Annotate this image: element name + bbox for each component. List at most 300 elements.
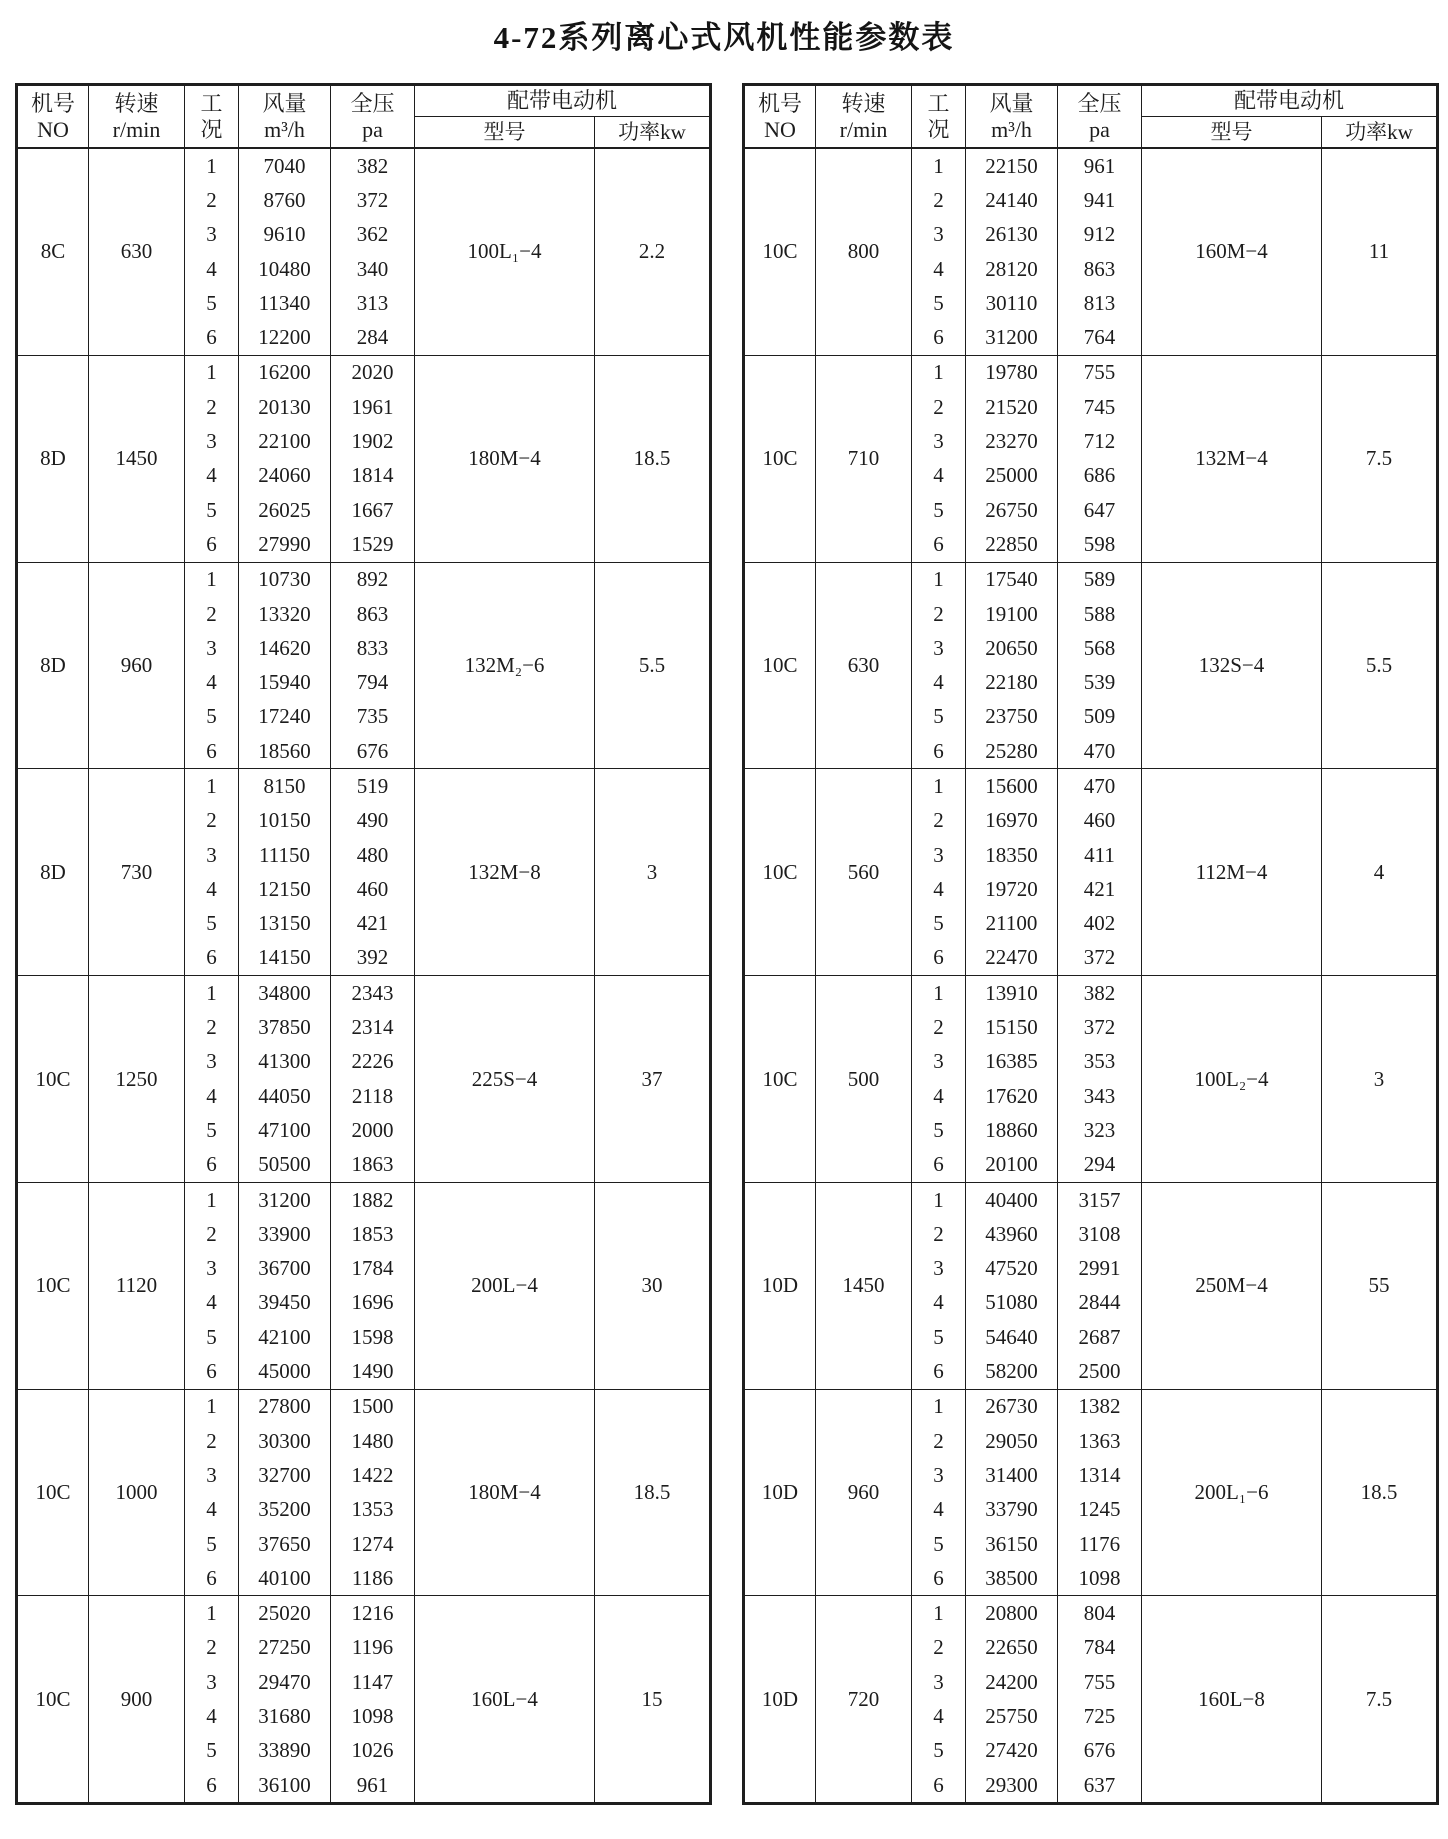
motor-model-cell: 160M−4 (1142, 148, 1322, 355)
pressure-value: 598 (1083, 531, 1116, 556)
col-header-line: m³/h (264, 116, 305, 142)
flow-value: 9610 (263, 222, 306, 247)
pressure-value: 1147 (351, 1669, 394, 1694)
pressure-value: 343 (1083, 1083, 1116, 1108)
fan-speed-cell: 1000 (89, 1389, 185, 1596)
condition-value: 4 (206, 256, 217, 281)
condition-value: 6 (933, 1565, 944, 1590)
flow-column-cell (239, 355, 331, 562)
condition-value: 6 (933, 1772, 944, 1797)
flow-column-cell (239, 148, 331, 355)
condition-value: 5 (933, 1324, 944, 1349)
flow-value: 27990 (258, 531, 311, 556)
condition-value: 1 (933, 360, 944, 385)
flow-value: 17620 (985, 1083, 1038, 1108)
condition-value: 3 (206, 635, 217, 660)
condition-value: 2 (206, 1428, 217, 1453)
condition-column-cell (912, 148, 966, 355)
flow-value: 13150 (258, 911, 311, 936)
condition-value: 3 (933, 1462, 944, 1487)
condition-column-cell (912, 1596, 966, 1804)
pressure-column-cell (331, 769, 415, 976)
fan-no-cell: 8D (17, 562, 89, 769)
pressure-value: 1216 (351, 1601, 394, 1626)
flow-value: 18860 (985, 1117, 1038, 1142)
fan-speed-cell: 960 (89, 562, 185, 769)
flow-value: 18350 (985, 842, 1038, 867)
condition-value: 1 (206, 773, 217, 798)
flow-value: 31200 (985, 325, 1038, 350)
flow-value: 31400 (985, 1462, 1038, 1487)
pressure-value: 745 (1083, 394, 1116, 419)
condition-value: 2 (933, 394, 944, 419)
pressure-value: 1314 (1078, 1462, 1121, 1487)
fan-no-cell: 10C (17, 976, 89, 1183)
motor-power-cell: 5.5 (1322, 562, 1438, 769)
pressure-value: 863 (356, 601, 389, 626)
col-header-motor-group: 配带电动机 (415, 85, 711, 117)
motor-power-cell: 18.5 (595, 355, 711, 562)
condition-value: 4 (206, 1497, 217, 1522)
motor-power-cell: 30 (595, 1182, 711, 1389)
flow-value: 27800 (258, 1394, 311, 1419)
fan-speed-cell: 710 (816, 355, 912, 562)
pressure-column-cell (331, 562, 415, 769)
col-header-line: 工 (200, 90, 223, 116)
col-header-line: pa (362, 116, 383, 142)
flow-value: 20100 (985, 1152, 1038, 1177)
flow-value: 7040 (263, 153, 306, 178)
flow-value: 26730 (985, 1394, 1038, 1419)
condition-value: 5 (206, 497, 217, 522)
condition-column-cell (185, 976, 239, 1183)
motor-power-cell: 55 (1322, 1182, 1438, 1389)
flow-value: 54640 (985, 1324, 1038, 1349)
motor-power-cell: 3 (595, 769, 711, 976)
pressure-value: 725 (1083, 1704, 1116, 1728)
fan-speed-cell: 630 (89, 148, 185, 355)
fan-speed-cell: 560 (816, 769, 912, 976)
condition-value: 2 (933, 808, 944, 833)
motor-model-cell: 180M−4 (415, 1389, 595, 1596)
pressure-value: 755 (1083, 360, 1116, 385)
condition-value: 6 (206, 1565, 217, 1590)
flow-value: 40100 (258, 1565, 311, 1590)
condition-value: 3 (206, 222, 217, 247)
condition-value: 3 (206, 1256, 217, 1281)
condition-value: 2 (933, 1428, 944, 1453)
pressure-value: 1196 (351, 1635, 394, 1660)
pressure-value: 863 (1083, 256, 1116, 281)
fan-table-left (15, 83, 712, 1805)
condition-value: 3 (933, 842, 944, 867)
pressure-column-cell (331, 1182, 415, 1389)
pressure-value: 1814 (351, 463, 394, 488)
pressure-value: 313 (356, 290, 389, 315)
flow-value: 14620 (258, 635, 311, 660)
condition-value: 6 (933, 1152, 944, 1177)
pressure-value: 637 (1083, 1772, 1116, 1797)
condition-value: 1 (933, 1187, 944, 1212)
fan-no-cell: 8C (17, 148, 89, 355)
table-header (744, 85, 1438, 149)
fan-group-row (744, 355, 1438, 562)
flow-value: 39450 (258, 1290, 311, 1315)
pressure-column-cell (331, 148, 415, 355)
pressure-column-cell (1058, 1389, 1142, 1596)
pressure-value: 2500 (1078, 1359, 1121, 1384)
flow-column-cell (239, 1182, 331, 1389)
fan-no-cell: 10D (744, 1182, 816, 1389)
condition-value: 5 (206, 1738, 217, 1763)
pressure-value: 382 (356, 153, 389, 178)
condition-value: 6 (206, 1152, 217, 1177)
pressure-column-cell (1058, 769, 1142, 976)
col-header-line: NO (764, 116, 796, 142)
flow-value: 33790 (985, 1497, 1038, 1522)
flow-value: 36150 (985, 1531, 1038, 1556)
condition-column-cell (185, 148, 239, 355)
condition-value: 1 (206, 153, 217, 178)
condition-value: 3 (933, 429, 944, 454)
motor-model-cell: 200L₁−6 (1142, 1389, 1322, 1596)
flow-value: 34800 (258, 980, 311, 1005)
flow-value: 58200 (985, 1359, 1038, 1384)
pressure-value: 372 (1083, 1015, 1116, 1040)
pressure-value: 1529 (351, 531, 394, 556)
col-header-condition (185, 85, 239, 149)
flow-value: 22100 (258, 429, 311, 454)
flow-value: 27250 (258, 1635, 311, 1660)
condition-value: 2 (933, 1635, 944, 1660)
flow-value: 31200 (258, 1187, 311, 1212)
fan-group-row (744, 1596, 1438, 1804)
table-header (17, 85, 711, 149)
fan-speed-cell: 800 (816, 148, 912, 355)
condition-column-cell (912, 1389, 966, 1596)
condition-value: 1 (933, 1601, 944, 1626)
condition-column-cell (912, 562, 966, 769)
col-header-model: 型号 (1142, 117, 1322, 149)
condition-value: 4 (206, 463, 217, 488)
motor-model-cell: 160L−4 (415, 1596, 595, 1804)
pressure-value: 676 (1083, 1738, 1116, 1763)
pressure-value: 2687 (1078, 1324, 1121, 1349)
condition-value: 1 (933, 980, 944, 1005)
pressure-value: 589 (1083, 567, 1116, 592)
condition-value: 3 (206, 1669, 217, 1694)
pressure-value: 712 (1083, 429, 1116, 454)
flow-value: 25020 (258, 1601, 311, 1626)
pressure-value: 647 (1083, 497, 1116, 522)
motor-power-cell: 7.5 (1322, 355, 1438, 562)
motor-power-cell: 3 (1322, 976, 1438, 1183)
flow-value: 44050 (258, 1083, 311, 1108)
fan-speed-cell: 960 (816, 1389, 912, 1596)
condition-value: 6 (933, 531, 944, 556)
pressure-value: 353 (1083, 1049, 1116, 1074)
pressure-value: 1784 (351, 1256, 394, 1281)
col-header-line: 工 (927, 90, 950, 116)
pressure-value: 2314 (351, 1015, 394, 1040)
flow-value: 50500 (258, 1152, 311, 1177)
col-header-line: 况 (927, 116, 950, 142)
fan-speed-cell: 720 (816, 1596, 912, 1804)
condition-value: 1 (933, 567, 944, 592)
condition-value: 5 (933, 290, 944, 315)
flow-column-cell (966, 1182, 1058, 1389)
flow-value: 16970 (985, 808, 1038, 833)
flow-value: 13910 (985, 980, 1038, 1005)
pressure-value: 1882 (351, 1187, 394, 1212)
condition-value: 1 (206, 1601, 217, 1626)
flow-value: 10480 (258, 256, 311, 281)
condition-column-cell (912, 769, 966, 976)
col-header-motor-group: 配带电动机 (1142, 85, 1438, 117)
motor-model-cell: 250M−4 (1142, 1182, 1322, 1389)
fan-no-cell: 10C (744, 769, 816, 976)
motor-model-cell: 100L₂−4 (1142, 976, 1322, 1183)
condition-value: 2 (206, 187, 217, 212)
condition-column-cell (912, 976, 966, 1183)
condition-value: 5 (206, 290, 217, 315)
flow-column-cell (239, 976, 331, 1183)
pressure-value: 323 (1083, 1117, 1116, 1142)
flow-column-cell (966, 148, 1058, 355)
condition-value: 6 (933, 1359, 944, 1384)
flow-value: 36700 (258, 1256, 311, 1281)
condition-value: 6 (206, 325, 217, 350)
pressure-value: 372 (1083, 945, 1116, 970)
pressure-value: 340 (356, 256, 389, 281)
pressure-value: 1598 (351, 1324, 394, 1349)
condition-value: 6 (206, 1772, 217, 1797)
condition-value: 5 (933, 1117, 944, 1142)
fan-speed-cell: 1450 (89, 355, 185, 562)
pressure-value: 460 (356, 876, 389, 901)
condition-value: 6 (206, 1359, 217, 1384)
pressure-value: 2991 (1078, 1256, 1121, 1281)
condition-value: 5 (206, 1324, 217, 1349)
pressure-value: 284 (356, 325, 389, 350)
condition-column-cell (185, 1389, 239, 1596)
motor-model-cell: 132M−4 (1142, 355, 1322, 562)
pressure-value: 686 (1083, 463, 1116, 488)
fan-speed-cell: 630 (816, 562, 912, 769)
flow-value: 37650 (258, 1531, 311, 1556)
pressure-value: 3157 (1078, 1187, 1121, 1212)
pressure-value: 588 (1083, 601, 1116, 626)
fan-group-row (17, 562, 711, 769)
condition-value: 6 (933, 738, 944, 763)
flow-value: 40400 (985, 1187, 1038, 1212)
condition-value: 4 (933, 256, 944, 281)
pressure-value: 568 (1083, 635, 1116, 660)
pressure-value: 1667 (351, 497, 394, 522)
pressure-value: 941 (1083, 187, 1116, 212)
col-header-model: 型号 (415, 117, 595, 149)
condition-value: 2 (206, 601, 217, 626)
condition-value: 1 (206, 360, 217, 385)
motor-model-cell: 100L₁−4 (415, 148, 595, 355)
pressure-value: 1245 (1078, 1497, 1121, 1522)
pressure-column-cell (1058, 562, 1142, 769)
flow-value: 26750 (985, 497, 1038, 522)
fan-group-row (744, 148, 1438, 355)
pressure-value: 1696 (351, 1290, 394, 1315)
fan-group-row (744, 976, 1438, 1183)
motor-power-cell: 15 (595, 1596, 711, 1804)
pressure-value: 1490 (351, 1359, 394, 1384)
flow-value: 27420 (985, 1738, 1038, 1763)
flow-value: 36100 (258, 1772, 311, 1797)
pressure-column-cell (1058, 976, 1142, 1183)
flow-value: 22850 (985, 531, 1038, 556)
col-header-power: 功率kw (1322, 117, 1438, 149)
motor-power-cell: 11 (1322, 148, 1438, 355)
flow-value: 24200 (985, 1669, 1038, 1694)
condition-column-cell (185, 1182, 239, 1389)
flow-value: 29050 (985, 1428, 1038, 1453)
flow-value: 30110 (985, 290, 1038, 315)
condition-value: 1 (206, 980, 217, 1005)
flow-value: 15150 (985, 1015, 1038, 1040)
pressure-value: 961 (356, 1772, 389, 1797)
condition-value: 2 (206, 394, 217, 419)
condition-column-cell (185, 562, 239, 769)
col-header-line: pa (1089, 116, 1110, 142)
flow-column-cell (239, 769, 331, 976)
flow-value: 22180 (985, 670, 1038, 695)
pressure-value: 2844 (1078, 1290, 1121, 1315)
condition-value: 3 (933, 1669, 944, 1694)
motor-power-cell: 4 (1322, 769, 1438, 976)
condition-value: 5 (933, 1531, 944, 1556)
flow-value: 8760 (263, 187, 306, 212)
flow-column-cell (239, 562, 331, 769)
col-header-line: NO (37, 116, 69, 142)
condition-value: 1 (206, 1187, 217, 1212)
flow-value: 33890 (258, 1738, 311, 1763)
condition-value: 2 (206, 1015, 217, 1040)
motor-power-cell: 2.2 (595, 148, 711, 355)
flow-value: 20130 (258, 394, 311, 419)
condition-value: 4 (933, 876, 944, 901)
motor-power-cell: 18.5 (1322, 1389, 1438, 1596)
flow-value: 8150 (263, 773, 306, 798)
motor-model-cell: 180M−4 (415, 355, 595, 562)
pressure-value: 2343 (351, 980, 394, 1005)
flow-value: 16385 (985, 1049, 1038, 1074)
flow-column-cell (966, 976, 1058, 1183)
col-header-power: 功率kw (595, 117, 711, 149)
pressure-column-cell (331, 1389, 415, 1596)
motor-power-cell: 18.5 (595, 1389, 711, 1596)
condition-column-cell (185, 769, 239, 976)
pressure-value: 480 (356, 842, 389, 867)
flow-value: 13320 (258, 601, 311, 626)
pressure-value: 362 (356, 222, 389, 247)
col-header-line: 全压 (350, 90, 395, 116)
fan-no-cell: 10C (744, 148, 816, 355)
table-body (744, 148, 1438, 1804)
pressure-value: 676 (356, 738, 389, 763)
condition-value: 2 (206, 808, 217, 833)
pressure-value: 470 (1083, 773, 1116, 798)
flow-value: 22470 (985, 945, 1038, 970)
fan-group-row (17, 355, 711, 562)
condition-value: 4 (933, 463, 944, 488)
pressure-column-cell (1058, 355, 1142, 562)
pressure-value: 490 (356, 808, 389, 833)
condition-column-cell (912, 1182, 966, 1389)
flow-column-cell (966, 355, 1058, 562)
pressure-value: 804 (1083, 1601, 1116, 1626)
flow-column-cell (966, 1389, 1058, 1596)
flow-value: 16200 (258, 360, 311, 385)
fan-group-row (17, 1182, 711, 1389)
flow-value: 18560 (258, 738, 311, 763)
condition-value: 4 (206, 1290, 217, 1315)
pressure-value: 1274 (351, 1531, 394, 1556)
condition-value: 5 (206, 1117, 217, 1142)
pressure-value: 1176 (1078, 1531, 1121, 1556)
fan-no-cell: 8D (17, 355, 89, 562)
flow-value: 23270 (985, 429, 1038, 454)
flow-value: 10730 (258, 567, 311, 592)
pressure-value: 294 (1083, 1152, 1116, 1177)
condition-value: 4 (206, 1704, 217, 1728)
condition-value: 6 (206, 945, 217, 970)
fan-no-cell: 10C (744, 976, 816, 1183)
flow-value: 11340 (258, 290, 311, 315)
fan-speed-cell: 500 (816, 976, 912, 1183)
condition-value: 5 (933, 1738, 944, 1763)
pressure-value: 813 (1083, 290, 1116, 315)
condition-value: 3 (933, 1049, 944, 1074)
fan-group-row (17, 148, 711, 355)
pressure-value: 1186 (351, 1565, 394, 1590)
fan-group-row (744, 1182, 1438, 1389)
flow-value: 33900 (258, 1221, 311, 1246)
condition-value: 3 (206, 1049, 217, 1074)
condition-value: 6 (933, 325, 944, 350)
pressure-value: 539 (1083, 670, 1116, 695)
pressure-value: 460 (1083, 808, 1116, 833)
flow-value: 10150 (258, 808, 311, 833)
pressure-value: 1026 (351, 1738, 394, 1763)
pressure-value: 1382 (1078, 1394, 1121, 1419)
motor-power-cell: 5.5 (595, 562, 711, 769)
fan-group-row (744, 1389, 1438, 1596)
pressure-value: 382 (1083, 980, 1116, 1005)
pressure-value: 892 (356, 567, 389, 592)
condition-value: 2 (933, 601, 944, 626)
condition-value: 5 (206, 911, 217, 936)
flow-column-cell (239, 1389, 331, 1596)
pressure-value: 402 (1083, 911, 1116, 936)
col-header-line: 转速 (114, 90, 159, 116)
condition-value: 3 (206, 1462, 217, 1487)
flow-value: 14150 (258, 945, 311, 970)
col-header-line: 风量 (262, 90, 307, 116)
col-header-line: r/min (112, 116, 161, 142)
flow-value: 25000 (985, 463, 1038, 488)
pressure-column-cell (1058, 1182, 1142, 1389)
col-header-line: r/min (839, 116, 888, 142)
condition-column-cell (912, 355, 966, 562)
condition-value: 3 (933, 635, 944, 660)
